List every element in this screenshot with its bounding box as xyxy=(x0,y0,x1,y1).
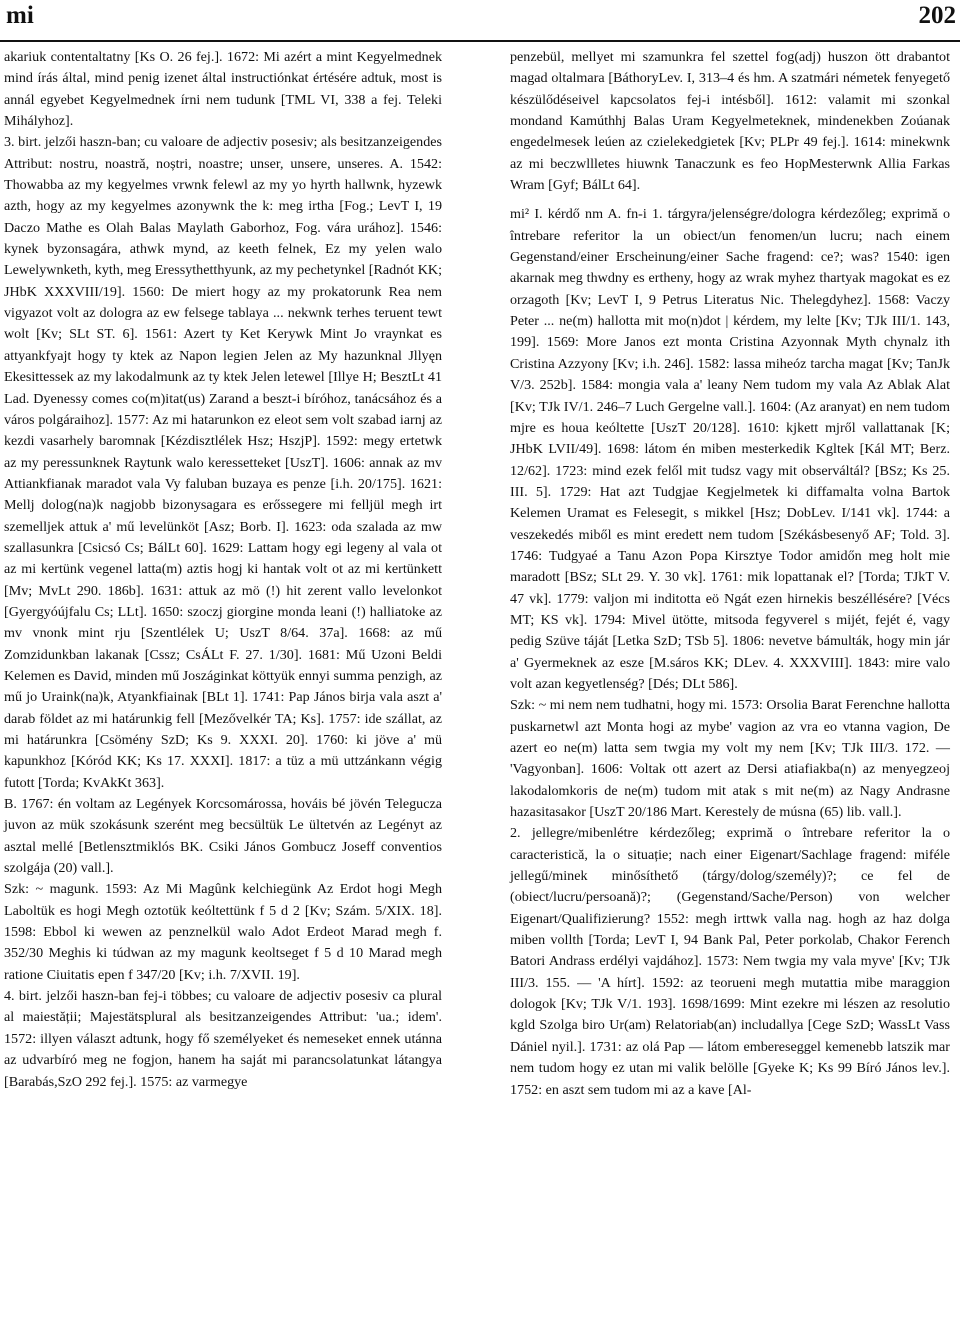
entry-paragraph: 4. birt. jelzői haszn-ban fej-i többes; cu valoare de adjectiv posesiv ca plural al maiestății; Majestätsplural als besitzanzeigendes Attribut: 'ua.; idem'. 1572: illyen választ adtunk, hogy fő személyeket és nemeseket ennek utánna az udvarbíró meg ne fogjon, hanem ha saját mi parancsolatunkat látangya [Barabás,SzO 292 fej.]. 1575: az varmegye xyxy=(4,988,442,1090)
entry-paragraph: 2. jellegre/mibenlétre kérdezőleg; exprimă o întrebare referitor la o caracteristică, la o situație; nach einer Eigenart/Sachlage fragend: miféle jellegű/minek minősíthető (tárgy/dolog/személy)?; ce fel de (obiect/lucru/persoană)?; (Gegenstand/Sache/Person) von welcher Eigenart/Qualifizierung? 1552: megh irttwk valla nag. hogh az haz dolga miben vollth [Torda; LevT I, 94 Bank Pal, Peter porkolab, Chakor Ferench Batori Andrass erdélyi vajdához]. 1573: Nem twgia my vala myve' [Kv; TJk III/3. 155. — 'A hírt]. 1592: az teorueni megh mutattia mibe maraggion dologok [Kv; TJk V/1. 193]. 1698/1699: Mint ezekre mi lészen az resolutio kgld Szolga biro Ur(am) Relatoriab(an) includallya [Cege SzD; WassLt Vass Dániel nyil.]. 1731: az olá Pap — látom embereseggel kemenebb latszik mar nem tudom hogy ez utan mi valik belölle [Gyeke K; Ks 99 Bíró János lev.]. 1752: en aszt sem tudom mi az a kave [Al- xyxy=(510,825,950,1098)
page-header xyxy=(0,0,960,42)
entry-paragraph: mi² I. kérdő nm A. fn-i 1. tárgyra/jelenségre/dologra kérdezőleg; exprimă o întrebare referitor la un obiect/un fenomen/un lucru; nach einem Gegenstand/einer Erscheinung/einer Sache fragend: ce?; was? 1540: igen akarnak meg thwdny es ertheny, hogy az wrak myhez thartyak magokat es ez orzagoth [Kv; LevT I, 9 Petrus Literatus Nic. Thelegdyhez]. 1568: Vaczy Peter ... ne(m) hallotta mit mo(n)dot | kérdem, my lelte [Kv; TJk III/1. 143, 199]. 1569: More Janos ezt monta Cristina Azyonnak Myth chynalz ith Cristina Azzyony [Kv; i.h. 246]. 1582: lassa miheóz tarcha magat [Kv; TanJk V/3. 252b]. 1584: mongia vala a' leany Nem tudom my vala Az Ablak Alat [Kv; TJk IV/1. 246–7 Luch Gergelne vall.]. 1604: (Az aranyat) en nem tudom mjre es houa keóltette [UszT 20/128]. 1610: kjkett mjről vallattanak [K; JHbK LVII/49]. 1698: látom én miben mesterkedik Kgltek [Kál MT; Berz. 12/62]. 1723: mind ezek felől mit tudsz vagy mit observáltál? [BSz; Ks 25. III. 5]. 1729: Hat azt Tudgjae Kegjelmetek ki diffamalta volna Bartok Kelemen Uramat es Felesegit, s mikkel [Hsz; DobLev. I/141 vk]. 1744: a veszekedés miből es mint eredett nem tudom [Székásbesenyő AF; Told. 3]. 1746: Tudgyaé a Tanu Azon Popa Kirsztye Todor amidőn meg holt mie maradott [BSz; SLt 29. Y. 30 vk]. 1761: mik lopattanak el? [Torda; TJkT V. 47 vk]. 1779: valjon mi inditotta eö Ngát ezen hirnekis beszéllésére? [Vécs MT; KS vk]. 1794: Mivel ütötte, mitsoda fegyverel s mijét, fejét é, vagy pedig Szüve táját [Letka SzD; TSb 5]. 1806: nevetve bámulták, hogy min jár a' Gyermeknek az esze [M.sáros KK; DLev. 4. XXXVIII]. 1843: mire valo volt azan kegyetlenség? [Dés; DLt 586]. xyxy=(510,206,950,692)
entry-paragraph: penzebül, mellyet mi szamunkra fel szettel fog(adj) huszon ött drabantot magad oltalmara [BáthoryLev. I, 313–4 és hm. A szatmári németek fenyegető készülődéseivel kapcsolatos fej-i intésből]. 1612: valamit mi szonkal mondand Kamúthhj Balas Uram Kegyelmeteknek, mindenekben Zoúanak engedelmesek leúen az czielekedgietek [Kv; PLPr 49 fej.]. 1614: minekwnk az mi beczwllletes hiuwnk Tanaczunk es feo HopMesterwnk Allia Farkas Wram [Gyf; BálLt 64]. xyxy=(510,49,950,194)
entry-paragraph: 3. birt. jelzői haszn-ban; cu valoare de adjectiv posesiv; als besitzanzeigendes Attribut: nostru, noastră, noștri, noastre; unser, unsere, unseres. A. 1542: Thowabba az my kegyelmes vrwnk felewl az my yo hyrth hallwnk, hyzewk azth, hogy az my kegyelmes azonywnk the k: meg irtha [Fog.; LevT I, 19 Daczo Mathe es Olah Balas Maylath Gaborhoz, Fog. vára urához]. 1546: kynek byzonsagára, athwk mynd, az keeth felnek, Ez my yelen walo Lewelywnketh, kyth, meg Eressythetthyunk, az my pechetynkel [Radnót KK; JHbK XXXVIII/19]. 1560: De miert hogy az my prokatorunk Rea nem vigyazot volt az dologra az ew felsege tablaya ... nekwnk terhes teruent tewt wolt [Kv; SLt ST. 6]. 1561: Azert ty Ket Kerywk Mint Jo vraynkat es attyankfyajt hogy ty ktek az Napon legien Jelen az My hazunknal Jllyęn Ekesittessek az my lakodalmunk az ty ktek Jelen letewel [Illye H; BesztLt 41 Lad. Dyenessy comes co(m)itat(us) Zarand a beszt-i bíróhoz, tanácsához és a város polgáraihoz]. 1577: Az mi hatarunkon ez eleot sem volt szabad iarnj az kezdi vasarhely baromnak [Kézdisztlélek Hsz; HszjP]. 1592: megy ertetwk az my peressunknek Raytunk walo keressetteket [UszT]. 1606: annak az mv Attiankfianak maradot vala Vy faluban buzaya es penze [i.h. 20/175]. 1621: Mellj dolog(na)k nagjobb bizonysagara es erőssegere mi felljül megh irt szemelljek attuk a' mű levelünköt [Asz; Borb. I]. 1623: oda szalada az mw szallasunkra [Csicsó Cs; BálLt 60]. 1629: Lattam hogy egi legeny al vala ot az mi kertünk vegenel latta(m) aztis hogj ki hantak volt ot az mi kertünkett [Mv; MvLt 290. 186b]. 1631: attuk az mö (!) hit zerent vallo levelonkot [Gyergyóújfalu Cs; LLt]. 1650: szoczj giorgine monda leani (!) halliatoke az mv vnonk mint rju [Szentlélek U; UszT 8/64. 37a]. 1668: az mű Zomzidunkban lakanak [Cssz; CsÁLt F. 27. 1/30]. 1681: Mű Uzoni Beldi Kelemen es David, minden mű Joszáginkat köttyük ennyi summa penzigh, az mű jo Uraink(na)k, Atyankfiainak [BLt 1]. 1741: Pap János birja vala aszt a' darab földet az mi határunkig fell [Mezővelkér TA; Ks]. 1757: ide szállat, az mi határunkra [Csömény SzD; Ks 9. XXXI. 20]. 1760: ki jöve a' mü kapunkhoz [Kóród KK; Ks 17. XXXI]. 1817: a tüz a mü uttzánkann végig futott [Torda; KvAkKt 363]. xyxy=(4,134,442,791)
entry-paragraph: akariuk contentaltatny [Ks O. 26 fej.]. 1672: Mi azért a mint Kegyelmednek mind írás által, mind penig izenet által instructiónkat értésére adtuk, most is annál egyebet Kegyelmednek írni nem tudunk [TML VI, 338 a fej. Teleki Mihályhoz]. xyxy=(4,49,442,130)
left-column xyxy=(4,47,442,1093)
entry-paragraph: B. 1767: én voltam az Legények Korcsomárossa, hováis bé jövén Telegucza juvon az mük szokásunk szerént meg becsültük Le ültetvén az Legényt az asztal mellé [Betlensztmiklós BK. Csiki János Gombucz Joseff conventios szolgája (20) vall.]. xyxy=(4,796,442,877)
running-headword: mi xyxy=(6,2,34,29)
right-column xyxy=(510,47,950,1101)
entry-paragraph: Szk: ~ mi nem nem tudhatni, hogy mi. 1573: Orsolia Barat Ferenchne hallotta puskarnetwl azt Monta hogi az mybe' vagion az vra eo vtanna vagion, De azert eo ne(m) latta sem twgia my volt my nem [Kv; TJk III/3. 172. — 'Vagyonban]. 1606: Voltak ott azert az Dersi atiafiakba(n) az menyegzeoj lakodalomkoris de ne(m) tudom mit atak s mit ne(m) az Nagy Andrasne hazasitasakor [UszT 20/186 Mart. Kerestely de músna (65) lib. vall.]. xyxy=(510,697,950,821)
page-number: 202 xyxy=(918,2,956,29)
entry-paragraph: Szk: ~ magunk. 1593: Az Mi Magûnk kelchiegünk Az Erdot hogi Megh Laboltük es hogi Megh oztotük keóltettünk f 5 d 2 [Kv; Szám. 5/XIX. 18]. 1598: Ebbol ki wewen az penznelkül walo Adot Erdeot Marad megh f. 352/30 Meghis ki túdwan az my magunk keoltseget f 5 d 10 Marad megh ratione Ciuitatis epen f 347/20 [Kv; i.h. 7/XVII. 19]. xyxy=(4,881,442,983)
entry-separator xyxy=(510,196,950,204)
